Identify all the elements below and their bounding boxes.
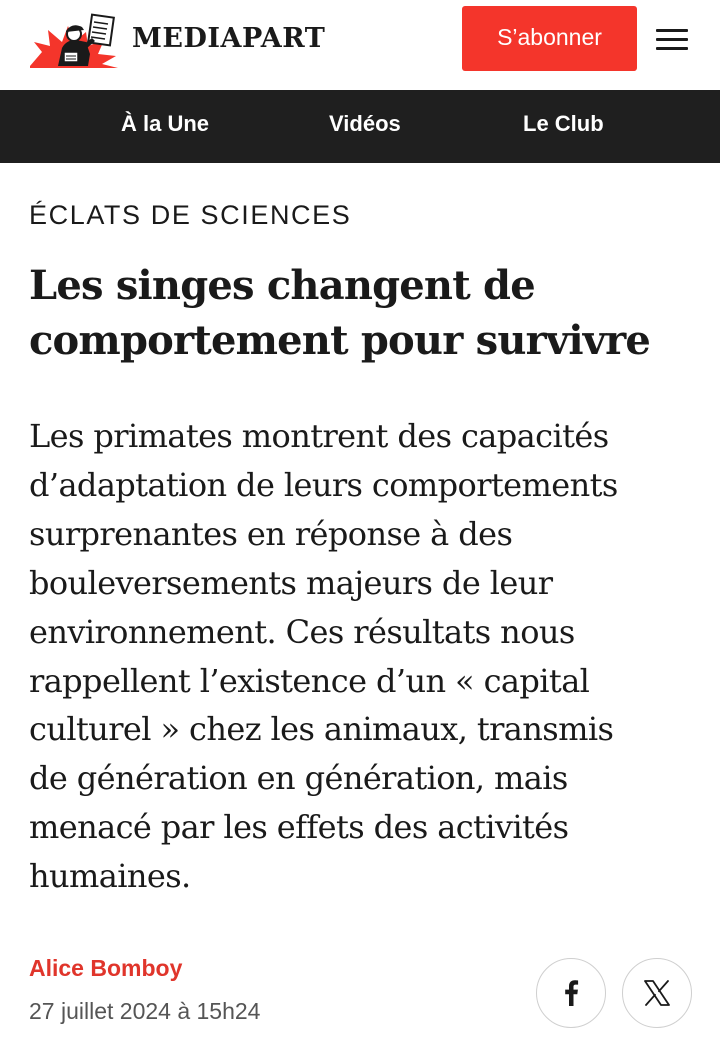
logo-wordmark[interactable]: MEDIAPART [132,23,326,54]
site-header [0,0,720,90]
subscribe-button[interactable]: S’abonner [462,6,637,71]
lead-line: humaines. [29,857,191,896]
newsboy-logo-icon [28,12,120,70]
nav-item-a-la-une[interactable]: À la Une [121,111,210,136]
lead-line: Les primates montrent des capacités [29,417,609,455]
title-line: comportement pour survivre [29,317,651,364]
lead-line: d’adaptation de leurs comportements [29,465,618,504]
lead-line: bouleversements majeurs de leur [29,563,553,602]
lead-line: culturel » chez les animaux, transmis [29,710,614,749]
article-lead [29,412,709,901]
facebook-icon [563,980,579,1006]
menu-bar [656,29,688,32]
menu-bar [656,38,688,41]
author-link[interactable]: Alice Bomboy [29,955,183,981]
share-x-button[interactable] [622,958,692,1028]
lead-line: environnement. Ces résultats nous [29,612,575,651]
title-line: Les singes changent de [29,262,535,309]
nav-item-videos[interactable]: Vidéos [329,111,401,136]
x-twitter-icon [644,980,670,1006]
mediapart-logo[interactable] [28,12,120,70]
lead-line: de génération en génération, mais [29,759,568,798]
share-facebook-button[interactable] [536,958,606,1028]
article-title [29,258,709,368]
lead-line: menacé par les effets des activités [29,808,569,847]
nav-item-le-club[interactable]: Le Club [523,111,604,136]
main-nav [0,90,720,163]
publish-date: 27 juillet 2024 à 15h24 [29,998,261,1024]
article-kicker[interactable]: ÉCLATS DE SCIENCES [29,200,352,230]
lead-line: surprenantes en réponse à des [29,514,513,553]
menu-bar [656,47,688,50]
hamburger-menu-icon[interactable] [652,22,692,56]
lead-line: rappellent l’existence d’un « capital [29,661,590,700]
